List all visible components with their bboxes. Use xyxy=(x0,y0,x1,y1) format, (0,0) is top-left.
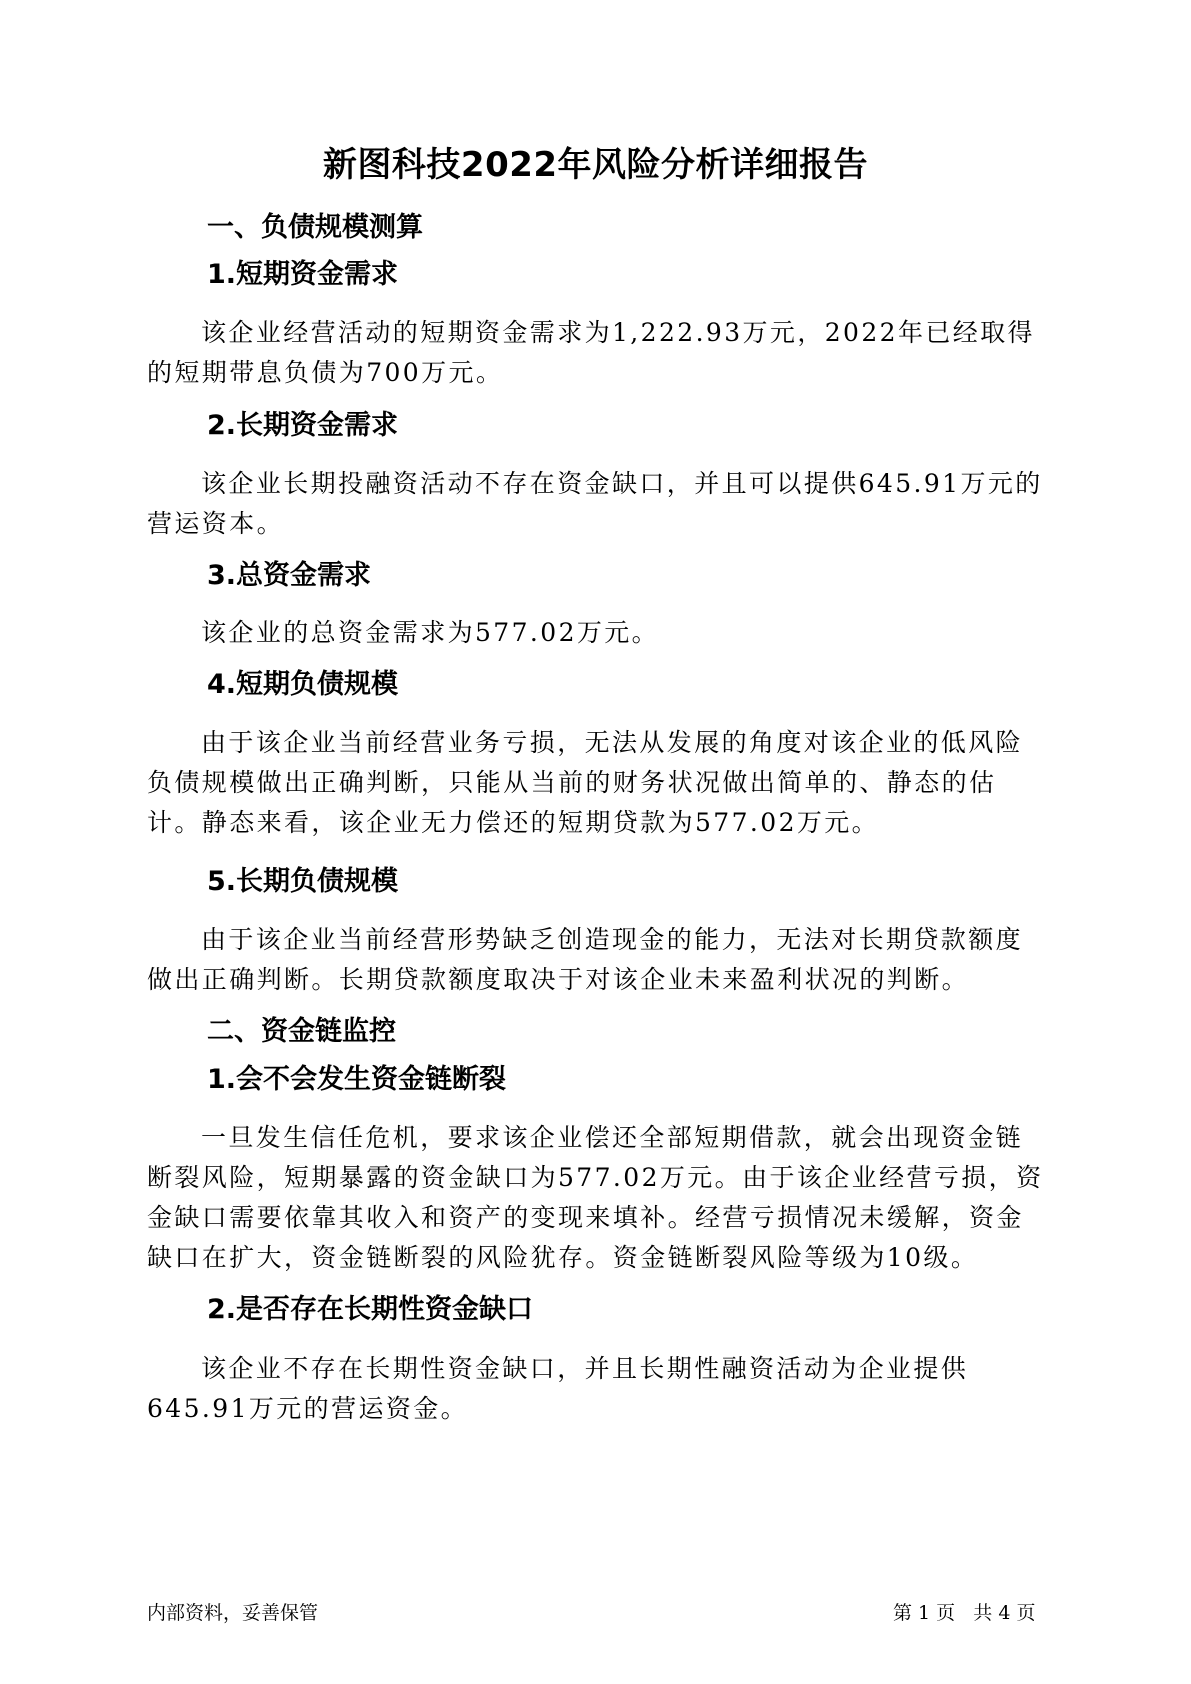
paragraph-1-3: 该企业的总资金需求为577.02万元。 xyxy=(201,618,660,647)
subsection-heading-1-5: 5.长期负债规模 xyxy=(207,866,399,897)
section-heading-2: 二、资金链监控 xyxy=(207,1016,396,1047)
confidential-notice: 内部资料，妥善保管 xyxy=(147,1602,319,1624)
paragraph-1-1: 该企业经营活动的短期资金需求为1,222.93万元，2022年已经取得的短期带息负债为700万元。 xyxy=(147,318,1035,387)
paragraph-1-4: 由于该企业当前经营业务亏损，无法从发展的角度对该企业的低风险负债规模做出正确判断，只能从当前的财务状况做出简单的、静态的估计。静态来看，该企业无力偿还的短期贷款为577.02万元。 xyxy=(147,728,1024,837)
subsection-heading-2-1: 1.会不会发生资金链断裂 xyxy=(207,1064,507,1095)
subsection-heading-1-3: 3.总资金需求 xyxy=(207,560,372,591)
section-heading-1: 一、负债规模测算 xyxy=(207,212,423,243)
paragraph-2-1: 一旦发生信任危机，要求该企业偿还全部短期借款，就会出现资金链断裂风险，短期暴露的资金缺口为577.02万元。由于该企业经营亏损，资金缺口需要依靠其收入和资产的变现来填补。经营亏损情况未缓解，资金缺口在扩大，资金链断裂的风险犹存。资金链断裂风险等级为10级。 xyxy=(147,1123,1044,1272)
subsection-heading-1-4: 4.短期负债规模 xyxy=(207,669,399,700)
page-number: 第 1 页 共 4 页 xyxy=(893,1602,1036,1624)
page-title: 新图科技2022年风险分析详细报告 xyxy=(322,145,869,185)
subsection-heading-1-2: 2.长期资金需求 xyxy=(207,410,399,441)
paragraph-1-2: 该企业长期投融资活动不存在资金缺口，并且可以提供645.91万元的营运资本。 xyxy=(147,469,1043,538)
paragraph-1-5: 由于该企业当前经营形势缺乏创造现金的能力，无法对长期贷款额度做出正确判断。长期贷款额度取决于对该企业未来盈利状况的判断。 xyxy=(147,925,1024,994)
paragraph-2-2: 该企业不存在长期性资金缺口，并且长期性融资活动为企业提供645.91万元的营运资金。 xyxy=(147,1354,969,1423)
subsection-heading-1-1: 1.短期资金需求 xyxy=(207,259,399,290)
subsection-heading-2-2: 2.是否存在长期性资金缺口 xyxy=(207,1294,534,1325)
